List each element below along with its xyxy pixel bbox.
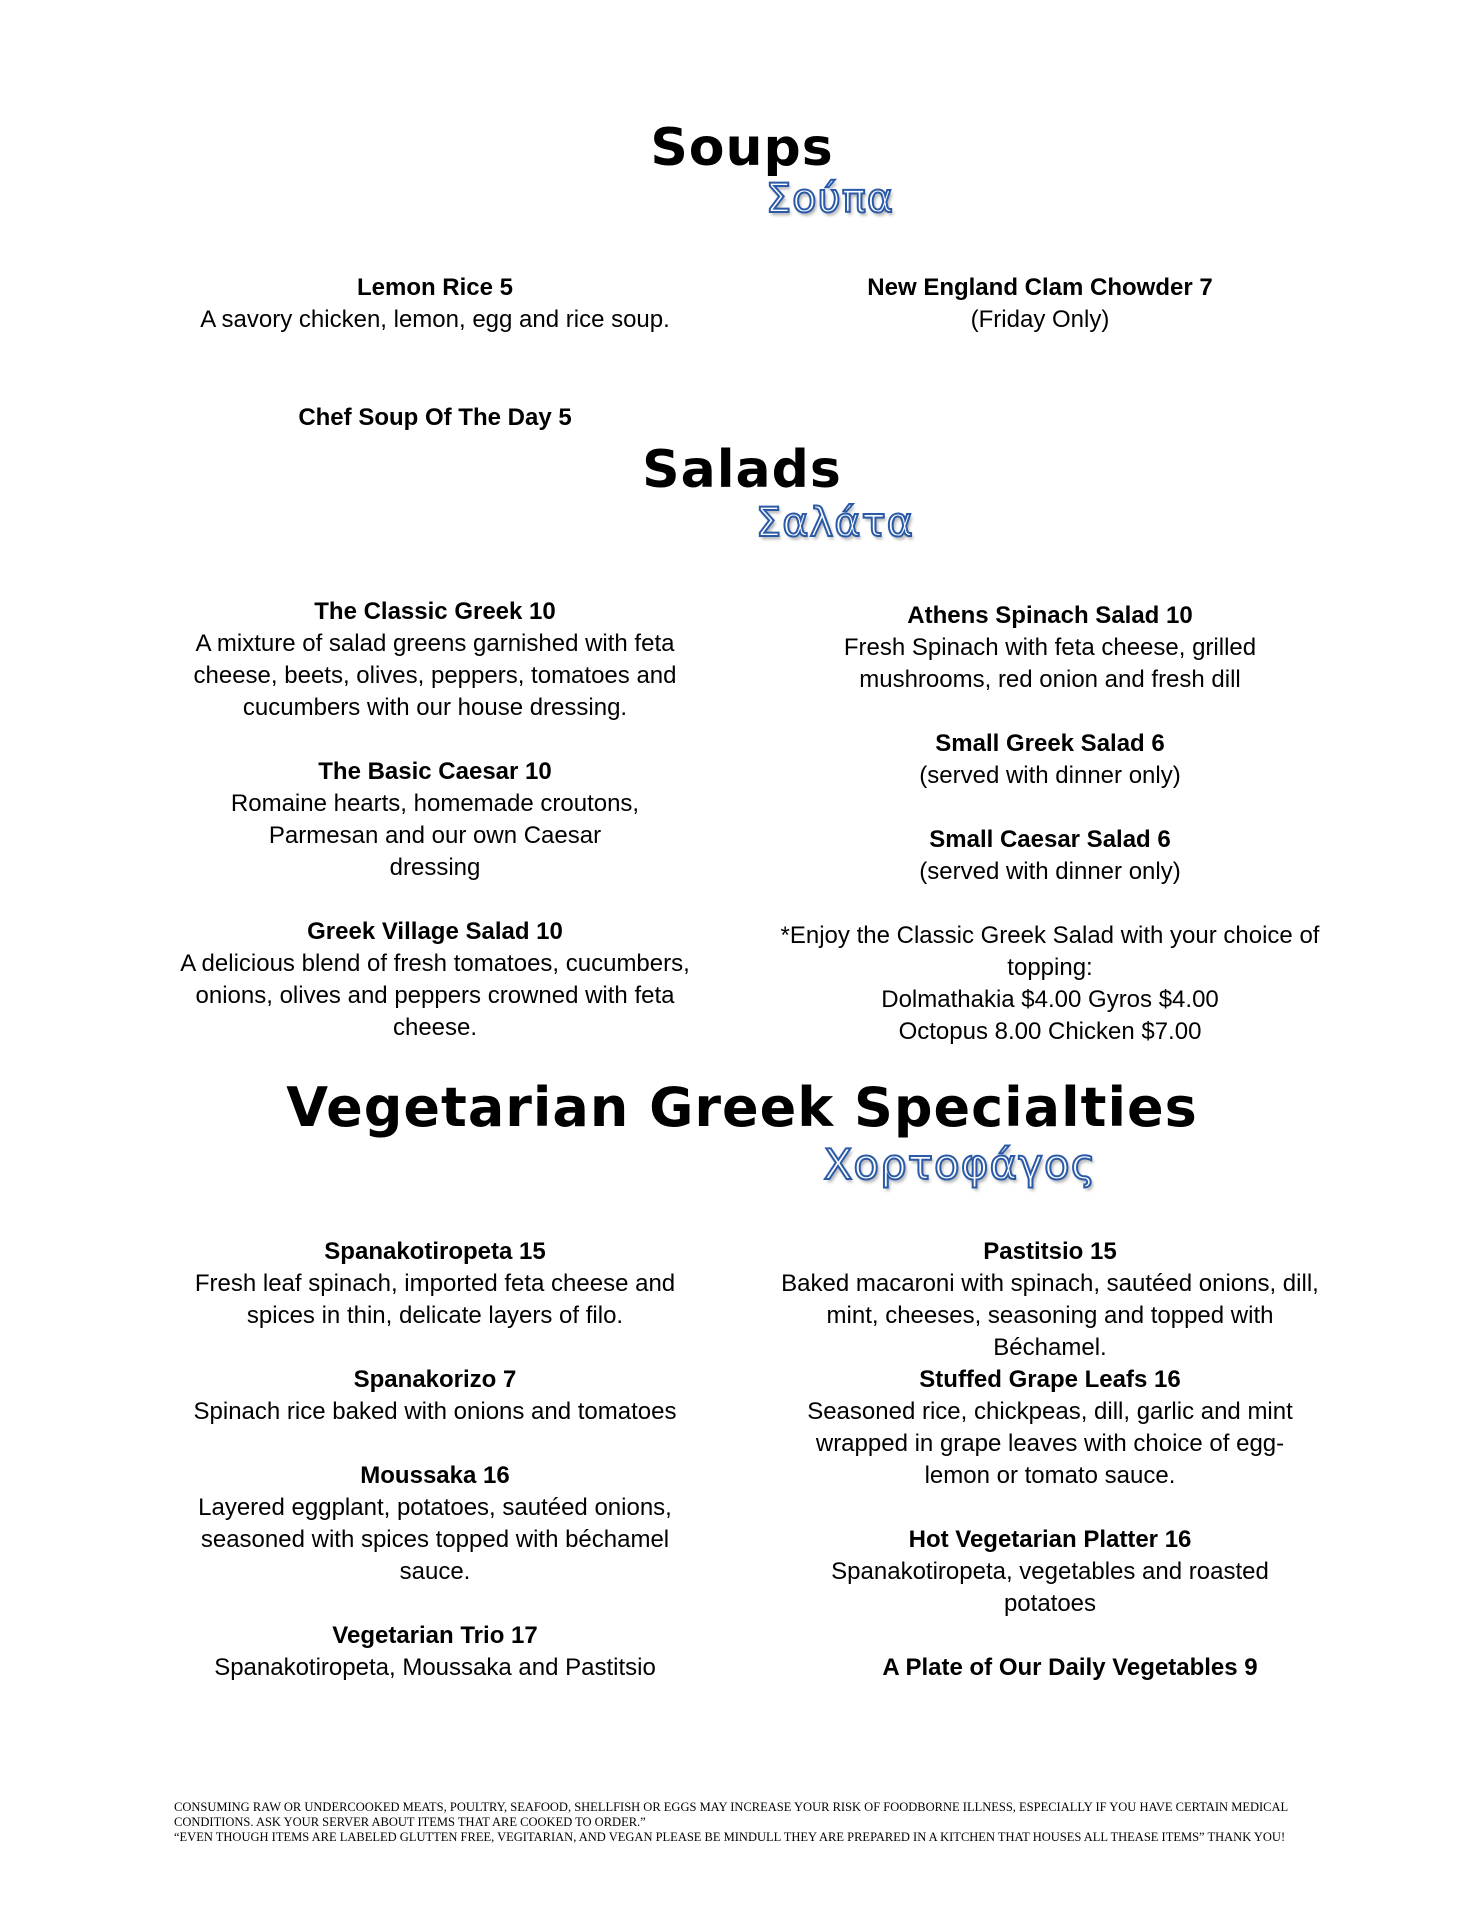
topping-prices-line: Dolmathakia $4.00 Gyros $4.00: [881, 986, 1219, 1013]
item-name: Vegetarian Trio 17: [332, 1622, 538, 1649]
item-name: The Classic Greek 10: [314, 598, 556, 625]
item-description: (Friday Only): [970, 306, 1110, 333]
soups-greek-title: Σούπα: [765, 176, 895, 222]
menu-item: [770, 1524, 1330, 1620]
item-description: Fresh leaf spinach, imported feta cheese and spices in thin, delicate layers of filo.: [194, 1270, 676, 1329]
menu-item: [770, 600, 1330, 696]
item-description: Romaine hearts, homemade croutons, Parmesan and our own Caesar dressing: [230, 790, 640, 881]
item-name: Small Caesar Salad 6: [929, 826, 1171, 853]
item-name: Greek Village Salad 10: [307, 918, 563, 945]
soups-left-column: [155, 272, 715, 368]
food-safety-disclaimer: [174, 1800, 1314, 1845]
menu-item: [155, 1620, 715, 1684]
item-name: Small Greek Salad 6: [935, 730, 1165, 757]
menu-item: [155, 272, 715, 336]
salads-title: Salads: [642, 440, 842, 500]
topping-note: *Enjoy the Classic Greek Salad with your choice of topping:: [780, 922, 1320, 981]
disclaimer-line: CONSUMING RAW OR UNDERCOOKED MEATS, POULTRY, SEAFOOD, SHELLFISH OR EGGS MAY INCREASE YOUR RISK OF FOODBORNE ILLNESS, ESPECIALLY IF YOU HAVE CERTAIN MEDICAL CONDITIONS. ASK YOUR SERVER ABOUT ITEMS THAT ARE COOKED TO ORDER.”: [174, 1800, 1288, 1829]
item-name: Spanakotiropeta 15: [324, 1238, 546, 1265]
item-name: Chef Soup Of The Day 5: [298, 404, 572, 431]
item-description: (served with dinner only): [919, 858, 1181, 885]
item-description: Spinach rice baked with onions and tomatoes: [193, 1398, 677, 1425]
soups-title: Soups: [650, 118, 834, 178]
item-description: Fresh Spinach with feta cheese, grilled mushrooms, red onion and fresh dill: [843, 634, 1257, 693]
item-name: New England Clam Chowder 7: [867, 274, 1213, 301]
menu-item: [155, 916, 715, 1044]
item-description: (served with dinner only): [919, 762, 1181, 789]
item-description: Baked macaroni with spinach, sautéed onions, dill, mint, cheeses, seasoning and topped with Béchamel.: [781, 1270, 1319, 1361]
vegetarian-left-column: [155, 1236, 715, 1716]
salads-left-column: [155, 596, 715, 1076]
item-name: Stuffed Grape Leafs 16: [919, 1366, 1181, 1393]
item-description: Seasoned rice, chickpeas, dill, garlic and mint wrapped in grape leaves with choice of egg-lemon or tomato sauce.: [807, 1398, 1293, 1489]
salads-right-column: [770, 600, 1330, 1048]
menu-item: [770, 1652, 1330, 1684]
item-name: Lemon Rice 5: [356, 274, 514, 301]
menu-item: [770, 1364, 1330, 1492]
menu-item: [770, 728, 1330, 792]
item-description: A mixture of salad greens garnished with feta cheese, beets, olives, peppers, tomatoes and cucumbers with our house dressing.: [193, 630, 677, 721]
vegetarian-greek-title: Χορτοφάγος: [823, 1140, 1097, 1189]
menu-item: [155, 596, 715, 724]
item-name: Spanakorizo 7: [353, 1366, 517, 1393]
menu-item: [155, 402, 715, 434]
menu-item: [155, 756, 715, 884]
item-description: A savory chicken, lemon, egg and rice soup.: [200, 306, 670, 333]
menu-item: [155, 1236, 715, 1332]
vegetarian-right-column: [770, 1236, 1330, 1716]
menu-item: [770, 1236, 1330, 1364]
menu-item: [770, 824, 1330, 888]
topping-prices-line: Octopus 8.00 Chicken $7.00: [898, 1018, 1202, 1045]
item-name: The Basic Caesar 10: [318, 758, 552, 785]
item-name: Pastitsio 15: [983, 1238, 1117, 1265]
soups-right-column: [760, 272, 1320, 368]
item-name: Moussaka 16: [360, 1462, 510, 1489]
vegetarian-title: Vegetarian Greek Specialties: [286, 1076, 1198, 1139]
salads-greek-title: Σαλάτα: [755, 500, 915, 546]
disclaimer-line: “EVEN THOUGH ITEMS ARE LABELED GLUTTEN FREE, VEGITARIAN, AND VEGAN PLEASE BE MINDULL THEY ARE PREPARED IN A KITCHEN THAT HOUSES ALL THEASE ITEMS” THANK YOU!: [174, 1830, 1286, 1844]
menu-item: [760, 272, 1320, 336]
item-description: A delicious blend of fresh tomatoes, cucumbers, onions, olives and peppers crowned with feta cheese.: [180, 950, 690, 1041]
menu-item: [155, 1364, 715, 1428]
item-description: Spanakotiropeta, vegetables and roasted potatoes: [831, 1558, 1269, 1617]
item-description: Spanakotiropeta, Moussaka and Pastitsio: [214, 1654, 656, 1681]
menu-item: [155, 1460, 715, 1588]
item-description: Layered eggplant, potatoes, sautéed onions, seasoned with spices topped with béchamel sauce.: [198, 1494, 672, 1585]
item-name: Hot Vegetarian Platter 16: [908, 1526, 1192, 1553]
item-name: A Plate of Our Daily Vegetables 9: [882, 1654, 1258, 1681]
item-name: Athens Spinach Salad 10: [907, 602, 1193, 629]
